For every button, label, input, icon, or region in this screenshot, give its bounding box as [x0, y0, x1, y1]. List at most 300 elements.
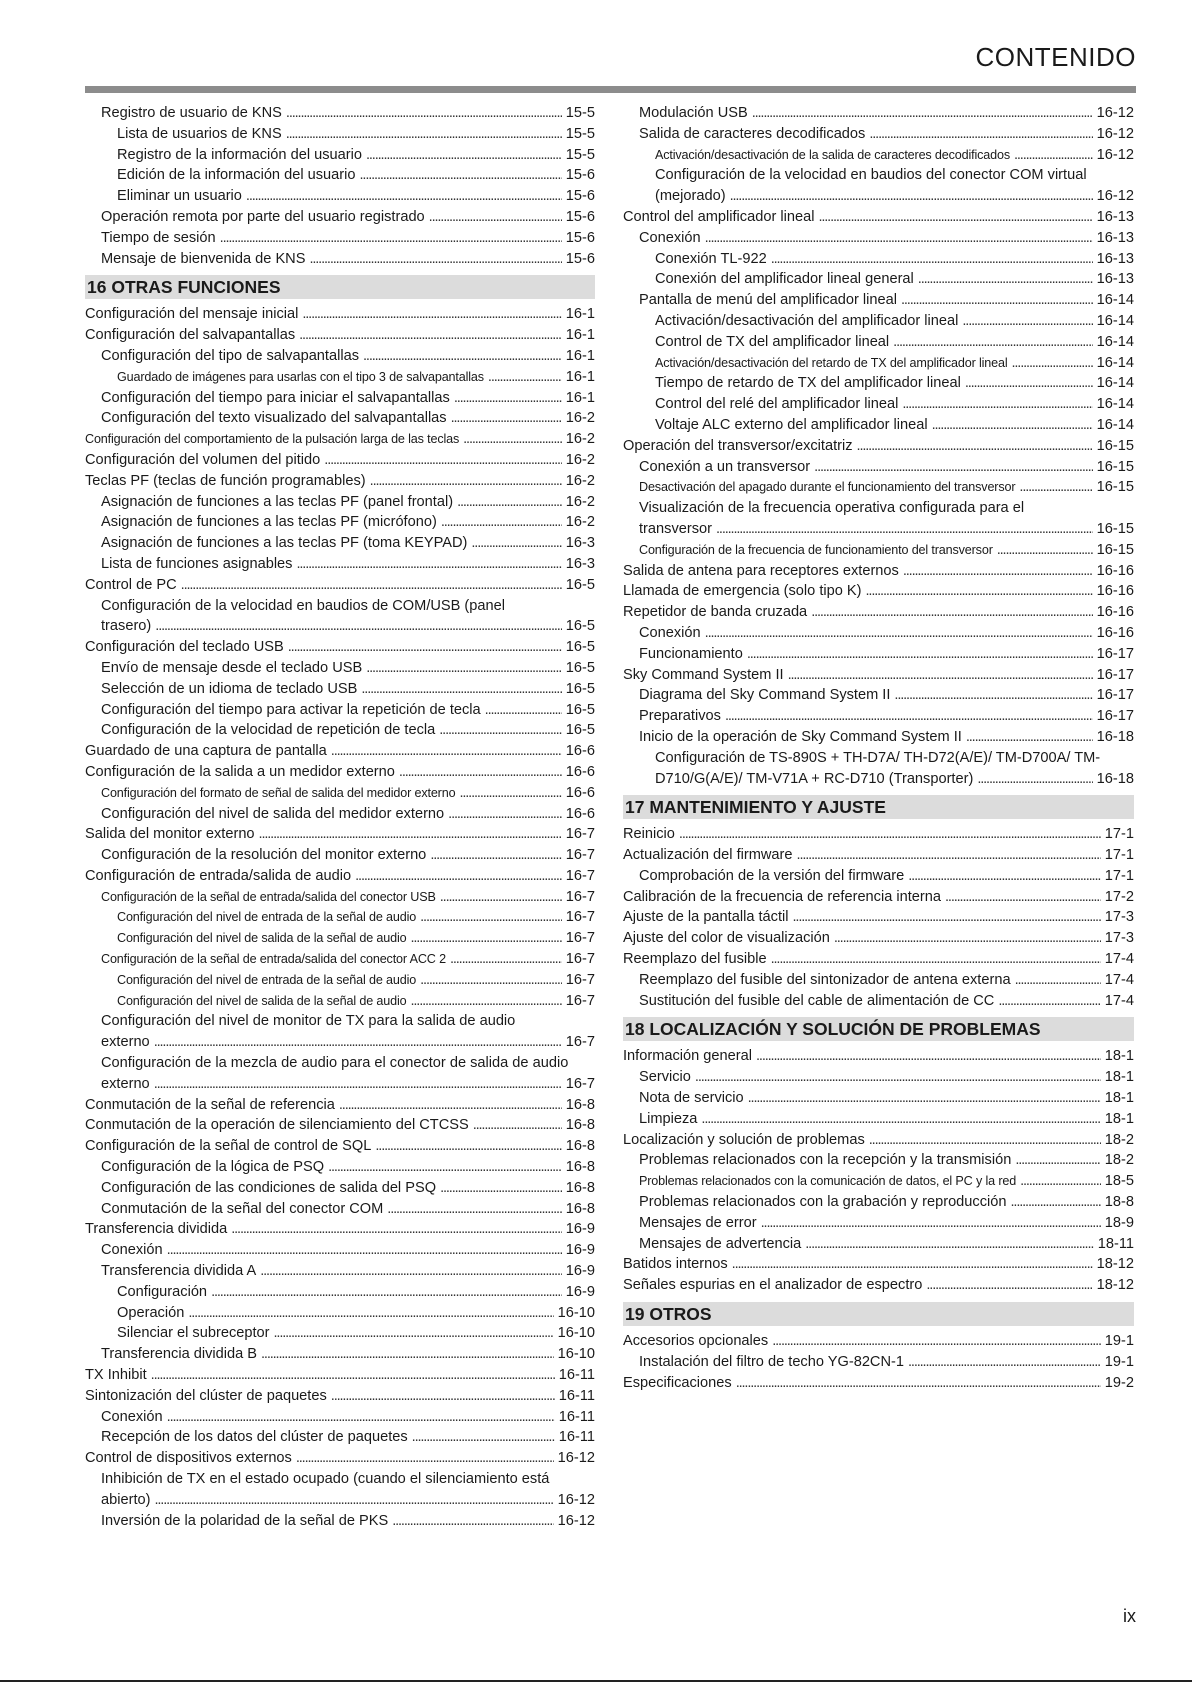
toc-page-number: 16-11 — [558, 1408, 595, 1425]
toc-entry-continuation — [101, 1032, 595, 1053]
toc-entry[interactable] — [85, 145, 595, 166]
leader-dots — [360, 165, 562, 186]
toc-entry[interactable] — [85, 804, 595, 825]
toc-entry[interactable] — [623, 311, 1134, 332]
toc-entry-text: Servicio — [639, 1069, 691, 1086]
toc-entry[interactable] — [623, 457, 1134, 478]
toc-entry[interactable] — [623, 991, 1134, 1012]
leader-dots — [420, 970, 562, 991]
toc-entry-text: Conexión — [101, 1408, 163, 1425]
toc-entry[interactable] — [623, 727, 1134, 748]
toc-entry[interactable] — [623, 866, 1134, 887]
toc-entry[interactable] — [623, 1373, 1134, 1394]
leader-dots — [151, 1365, 555, 1386]
leader-dots — [894, 685, 1092, 706]
leader-dots — [805, 1234, 1094, 1255]
toc-page-number: 16-5 — [565, 680, 595, 697]
toc-entry-text: Selección de un idioma de teclado USB — [101, 680, 358, 697]
toc-page-number: 16-15 — [1096, 479, 1134, 496]
toc-entry-continuation — [101, 1074, 595, 1095]
toc-entry-text: Configuración del nivel de salida del medidor externo — [101, 805, 445, 822]
toc-page-number: 16-3 — [565, 535, 595, 552]
toc-entry[interactable] — [85, 720, 595, 741]
toc-entry-text: Accesorios opcionales — [623, 1333, 769, 1350]
leader-dots — [748, 1088, 1101, 1109]
toc-entry[interactable] — [85, 928, 595, 949]
toc-page-number: 16-2 — [565, 514, 595, 531]
toc-entry[interactable] — [85, 1386, 595, 1407]
toc-page-number: 16-9 — [565, 1283, 595, 1300]
toc-entry-text: Eliminar un usuario — [117, 188, 242, 205]
toc-entry-text: Transferencia dividida B — [101, 1346, 258, 1363]
toc-entry[interactable] — [623, 887, 1134, 908]
toc-entry[interactable] — [623, 685, 1134, 706]
leader-dots — [485, 700, 562, 721]
leader-dots — [296, 554, 561, 575]
toc-entry[interactable] — [85, 1115, 595, 1136]
toc-page-number: 15-6 — [565, 188, 595, 205]
toc-page-number: 15-6 — [565, 250, 595, 267]
toc-entry-text: Configuración del nivel de entrada de la señal de audio — [117, 910, 417, 925]
toc-entry[interactable] — [85, 762, 595, 783]
toc-page-number: 16-17 — [1096, 708, 1134, 725]
leader-dots — [392, 1511, 553, 1532]
toc-entry-text: Conexión — [101, 1242, 163, 1259]
toc-entry[interactable] — [85, 207, 595, 228]
toc-page-number: 16-7 — [565, 992, 595, 1009]
toc-page-number: 16-9 — [565, 1242, 595, 1259]
toc-entry[interactable] — [85, 907, 595, 928]
toc-entry[interactable] — [85, 824, 595, 845]
toc-page-number: 16-14 — [1096, 333, 1134, 350]
toc-entry[interactable] — [85, 103, 595, 124]
leader-dots — [705, 228, 1093, 249]
toc-entry-text: Control de dispositivos externos — [85, 1450, 292, 1467]
toc-entry[interactable] — [85, 1365, 595, 1386]
toc-entry[interactable] — [623, 1171, 1134, 1192]
toc-page-number: 17-1 — [1104, 847, 1134, 864]
toc-entry-text: Señales espurias en el analizador de espectro — [623, 1277, 923, 1294]
toc-entry[interactable] — [623, 290, 1134, 311]
toc-entry-text: Lista de usuarios de KNS — [117, 125, 282, 142]
toc-page-number: 16-7 — [565, 1075, 595, 1092]
section-heading: 16 OTRAS FUNCIONES — [85, 275, 595, 299]
toc-entry-text: Salida del monitor externo — [85, 826, 255, 843]
toc-entry-text: Llamada de emergencia (solo tipo K) — [623, 583, 862, 600]
toc-entry[interactable] — [85, 346, 595, 367]
toc-entry[interactable] — [85, 1157, 595, 1178]
toc-page-number: 16-13 — [1096, 229, 1134, 246]
toc-entry[interactable] — [85, 1407, 595, 1428]
toc-entry-text: Instalación del filtro de techo YG-82CN-1 — [639, 1353, 904, 1370]
leader-dots — [1014, 145, 1093, 166]
toc-entry-text: Sustitución del fusible del cable de alimentación de CC — [639, 992, 995, 1009]
leader-dots — [945, 887, 1101, 908]
toc-entry[interactable] — [623, 332, 1134, 353]
toc-entry[interactable] — [85, 554, 595, 575]
leader-dots — [211, 1282, 562, 1303]
toc-page-number: 16-8 — [565, 1200, 595, 1217]
toc-entry-text: Configuración de las condiciones de salida del PSQ — [101, 1179, 437, 1196]
leader-dots — [286, 124, 562, 145]
toc-entry-text: Desactivación del apagado durante el funcionamiento del transversor — [639, 480, 1016, 495]
toc-entry[interactable] — [623, 1352, 1134, 1373]
toc-entry[interactable] — [85, 1469, 595, 1511]
toc-entry[interactable] — [623, 581, 1134, 602]
leader-dots — [420, 907, 562, 928]
toc-entry-text: Activación/desactivación del retardo de TX del amplificador lineal — [655, 355, 1008, 370]
toc-page-number: 16-15 — [1096, 458, 1134, 475]
toc-entry[interactable] — [85, 450, 595, 471]
toc-entry-text: Transferencia dividida A — [101, 1263, 257, 1280]
toc-entry[interactable] — [85, 700, 595, 721]
toc-entry[interactable] — [85, 866, 595, 887]
leader-dots — [705, 623, 1093, 644]
toc-entry-text: Inhibición de TX en el estado ocupado (cuando el silenciamiento está — [101, 1471, 550, 1487]
leader-dots — [231, 1219, 562, 1240]
leader-dots — [181, 575, 562, 596]
toc-entry-text: Asignación de funciones a las teclas PF (micrófono) — [101, 514, 437, 531]
toc-entry[interactable] — [85, 1136, 595, 1157]
toc-entry-text: Control de PC — [85, 576, 177, 593]
toc-entry[interactable] — [623, 353, 1134, 374]
leader-dots — [429, 207, 562, 228]
toc-entry[interactable] — [85, 325, 595, 346]
toc-entry[interactable] — [623, 706, 1134, 727]
toc-entry-text: Configuración de entrada/salida de audio — [85, 867, 352, 884]
toc-page-number: 16-1 — [565, 347, 595, 364]
toc-entry-text: Operación del transversor/excitatriz — [623, 437, 853, 454]
toc-entry[interactable] — [623, 477, 1134, 498]
toc-entry[interactable] — [85, 1448, 595, 1469]
toc-entry[interactable] — [85, 1095, 595, 1116]
toc-entry[interactable] — [85, 1240, 595, 1261]
toc-entry[interactable] — [85, 741, 595, 762]
toc-page-number: 17-4 — [1104, 971, 1134, 988]
toc-entry[interactable] — [623, 394, 1134, 415]
toc-entry[interactable] — [623, 970, 1134, 991]
toc-page-number: 16-7 — [565, 847, 595, 864]
toc-entry-continuation — [639, 519, 1134, 540]
toc-entry[interactable] — [623, 623, 1134, 644]
leader-dots — [908, 1352, 1101, 1373]
toc-entry[interactable] — [85, 1011, 595, 1053]
toc-entry[interactable] — [623, 436, 1134, 457]
toc-entry[interactable] — [623, 824, 1134, 845]
toc-page-number: 16-8 — [565, 1159, 595, 1176]
leader-dots — [439, 720, 562, 741]
toc-entry[interactable] — [623, 845, 1134, 866]
toc-page-number: 16-7 — [565, 971, 595, 988]
toc-entry[interactable] — [85, 249, 595, 270]
toc-entry-text: (mejorado) — [655, 188, 726, 205]
leader-dots — [747, 644, 1093, 665]
toc-page-number: 17-2 — [1104, 888, 1134, 905]
toc-entry[interactable] — [85, 1261, 595, 1282]
toc-entry-text: Conexión TL-922 — [655, 250, 767, 267]
toc-entry[interactable] — [623, 644, 1134, 665]
toc-entry[interactable] — [85, 1303, 595, 1324]
toc-entry[interactable] — [85, 1282, 595, 1303]
toc-entry[interactable] — [85, 887, 595, 908]
leader-dots — [869, 1130, 1101, 1151]
toc-page-number: 16-11 — [558, 1429, 595, 1446]
toc-entry[interactable] — [623, 373, 1134, 394]
toc-page-number: 16-17 — [1096, 687, 1134, 704]
toc-entry[interactable] — [85, 949, 595, 970]
leader-dots — [730, 186, 1093, 207]
toc-entry-text: Configuración de la velocidad de repetición de tecla — [101, 722, 436, 739]
toc-entry-text: Configuración de la velocidad en baudios del conector COM virtual — [655, 167, 1087, 184]
toc-page-number: 18-2 — [1104, 1152, 1134, 1169]
toc-page-number: 16-15 — [1096, 520, 1134, 537]
toc-entry-text: Configuración de la frecuencia de funcionamiento del transversor — [639, 542, 993, 557]
toc-entry[interactable] — [623, 1331, 1134, 1352]
leader-dots — [818, 207, 1092, 228]
toc-page-number: 16-6 — [565, 763, 595, 780]
leader-dots — [387, 1199, 561, 1220]
toc-entry[interactable] — [85, 1511, 595, 1532]
leader-dots — [788, 665, 1093, 686]
toc-entry-text: Configuración de la señal de control de SQL — [85, 1138, 372, 1155]
toc-entry[interactable] — [623, 207, 1134, 228]
leader-dots — [363, 346, 562, 367]
toc-entry[interactable] — [85, 1219, 595, 1240]
leader-dots — [167, 1240, 562, 1261]
toc-entry-text: Configuración de la salida a un medidor externo — [85, 763, 395, 780]
toc-entry-text: Guardado de imágenes para usarlas con el tipo 3 de salvapantallas — [117, 369, 484, 384]
toc-entry-text: Configuración de la mezcla de audio para el conector de salida de audio — [101, 1055, 569, 1072]
toc-entry[interactable] — [623, 1192, 1134, 1213]
toc-entry-continuation — [101, 1490, 595, 1511]
section-heading: 19 OTROS — [623, 1302, 1134, 1326]
leader-dots — [716, 519, 1093, 540]
toc-page-number: 16-1 — [565, 306, 595, 323]
toc-entry[interactable] — [623, 748, 1134, 790]
toc-entry[interactable] — [85, 783, 595, 804]
toc-entry[interactable] — [623, 907, 1134, 928]
toc-entry[interactable] — [85, 970, 595, 991]
toc-entry[interactable] — [85, 1427, 595, 1448]
toc-page-number: 17-1 — [1104, 867, 1134, 884]
toc-page-number: 16-16 — [1096, 583, 1134, 600]
toc-page-number: 16-10 — [557, 1304, 595, 1321]
toc-entry-text: Configuración de la lógica de PSQ — [101, 1159, 325, 1176]
toc-page-number: 18-11 — [1097, 1235, 1134, 1252]
leader-dots — [1020, 1171, 1101, 1192]
toc-entry-text: Calibración de la frecuencia de referencia interna — [623, 888, 942, 905]
toc-entry[interactable] — [85, 388, 595, 409]
toc-entry[interactable] — [623, 249, 1134, 270]
leader-dots — [695, 1067, 1101, 1088]
toc-page-number: 16-3 — [565, 555, 595, 572]
toc-page-number: 16-16 — [1096, 624, 1134, 641]
leader-dots — [966, 727, 1093, 748]
toc-page-number: 16-14 — [1096, 354, 1134, 371]
leader-dots — [901, 290, 1093, 311]
toc-entry[interactable] — [623, 1275, 1134, 1296]
toc-entry[interactable] — [85, 533, 595, 554]
leader-dots — [286, 103, 562, 124]
toc-entry[interactable] — [85, 492, 595, 513]
leader-dots — [1015, 970, 1101, 991]
toc-entry-text: Envío de mensaje desde el teclado USB — [101, 659, 363, 676]
toc-page-number: 17-3 — [1104, 909, 1134, 926]
leader-dots — [299, 325, 562, 346]
toc-page-number: 16-5 — [565, 659, 595, 676]
section-heading: 18 LOCALIZACIÓN Y SOLUCIÓN DE PROBLEMAS — [623, 1017, 1134, 1041]
leader-dots — [412, 1427, 555, 1448]
toc-entry[interactable] — [85, 1323, 595, 1344]
toc-entry[interactable] — [623, 1234, 1134, 1255]
toc-entry[interactable] — [85, 679, 595, 700]
toc-entry[interactable] — [85, 658, 595, 679]
toc-entry[interactable] — [85, 367, 595, 388]
toc-entry[interactable] — [623, 269, 1134, 290]
toc-entry-text: Conexión a un transversor — [639, 458, 811, 475]
toc-page-number: 16-11 — [558, 1367, 595, 1384]
toc-page-number: 16-5 — [565, 722, 595, 739]
toc-page-number: 16-7 — [565, 826, 595, 843]
toc-page-number: 16-6 — [565, 784, 595, 801]
toc-page-number: 15-5 — [565, 105, 595, 121]
toc-entry[interactable] — [85, 408, 595, 429]
toc-entry[interactable] — [85, 186, 595, 207]
toc-entry-text: Lista de funciones asignables — [101, 555, 293, 572]
toc-entry[interactable] — [623, 561, 1134, 582]
toc-entry[interactable] — [85, 845, 595, 866]
toc-entry-text: Problemas relacionados con la grabación y reproducción — [639, 1194, 1007, 1211]
toc-entry[interactable] — [623, 498, 1134, 540]
toc-entry-text: Configuración del teclado USB — [85, 639, 284, 656]
leader-dots — [274, 1323, 554, 1344]
leader-dots — [471, 533, 561, 554]
toc-page-number: 16-7 — [565, 930, 595, 947]
toc-entry[interactable] — [623, 1254, 1134, 1275]
toc-entry-text: Actualización del firmware — [623, 847, 793, 864]
toc-entry[interactable] — [623, 145, 1134, 166]
toc-entry[interactable] — [85, 471, 595, 492]
leader-dots — [834, 928, 1101, 949]
toc-entry[interactable] — [85, 124, 595, 145]
toc-entry[interactable] — [623, 1067, 1134, 1088]
toc-entry[interactable] — [623, 415, 1134, 436]
toc-entry-text: Repetidor de banda cruzada — [623, 604, 808, 621]
toc-page-number: 16-7 — [565, 909, 595, 926]
toc-entry[interactable] — [623, 1109, 1134, 1130]
toc-entry-text: Registro de usuario de KNS — [101, 105, 282, 121]
leader-dots — [261, 1344, 554, 1365]
leader-dots — [926, 1275, 1092, 1296]
toc-page-number: 16-7 — [565, 951, 595, 968]
leader-dots — [725, 706, 1093, 727]
toc-page-number: 17-1 — [1104, 826, 1134, 843]
toc-entry-text: Guardado de una captura de pantalla — [85, 743, 327, 760]
toc-entry[interactable] — [623, 165, 1134, 207]
toc-entry[interactable] — [623, 1150, 1134, 1171]
toc-page-number: 16-16 — [1096, 604, 1134, 621]
toc-entry[interactable] — [85, 429, 595, 450]
toc-entry-text: TX Inhibit — [85, 1367, 147, 1384]
toc-entry[interactable] — [623, 665, 1134, 686]
toc-entry-text: Voltaje ALC externo del amplificador lineal — [655, 416, 928, 433]
toc-page-number: 16-9 — [565, 1263, 595, 1280]
leader-dots — [441, 512, 562, 533]
toc-entry-text: Pantalla de menú del amplificador lineal — [639, 292, 897, 309]
toc-entry-text: Ajuste de la pantalla táctil — [623, 909, 789, 926]
toc-entry[interactable] — [85, 575, 595, 596]
leader-dots — [857, 436, 1093, 457]
toc-entry-text: Inicio de la operación de Sky Command System II — [639, 728, 962, 745]
leader-dots — [155, 616, 562, 637]
toc-entry[interactable] — [85, 228, 595, 249]
leader-dots — [288, 637, 562, 658]
toc-page-number: 16-5 — [565, 618, 595, 635]
leader-dots — [154, 1074, 562, 1095]
toc-entry-text: Preparativos — [639, 708, 721, 725]
toc-page-number: 16-7 — [565, 888, 595, 905]
toc-entry[interactable] — [85, 1199, 595, 1220]
toc-entry[interactable] — [85, 304, 595, 325]
toc-entry[interactable] — [623, 1046, 1134, 1067]
toc-entry[interactable] — [623, 228, 1134, 249]
leader-dots — [331, 741, 562, 762]
leader-dots — [302, 304, 561, 325]
toc-entry[interactable] — [85, 1178, 595, 1199]
toc-page-number: 16-17 — [1096, 645, 1134, 662]
toc-entry[interactable] — [623, 949, 1134, 970]
toc-entry[interactable] — [623, 602, 1134, 623]
leader-dots — [459, 783, 561, 804]
leader-dots — [1019, 477, 1092, 498]
toc-entry[interactable] — [623, 1213, 1134, 1234]
leader-dots — [366, 658, 562, 679]
toc-entry[interactable] — [85, 512, 595, 533]
toc-page-number: 16-15 — [1096, 541, 1134, 558]
toc-page-number: 16-8 — [565, 1179, 595, 1196]
toc-entry[interactable] — [623, 1088, 1134, 1109]
toc-entry-text: Conmutación de la operación de silenciamiento del CTCSS — [85, 1117, 469, 1134]
toc-entry-text: Configuración del nivel de salida de la señal de audio — [117, 931, 407, 946]
leader-dots — [331, 1386, 555, 1407]
toc-page-number: 15-5 — [565, 146, 595, 163]
toc-page-number: 16-18 — [1096, 770, 1134, 787]
leader-dots — [324, 450, 562, 471]
leader-dots — [457, 492, 562, 513]
toc-entry-text: Limpieza — [639, 1110, 698, 1127]
toc-entry[interactable] — [623, 928, 1134, 949]
toc-entry[interactable] — [85, 596, 595, 638]
leader-dots — [962, 311, 1092, 332]
leader-dots — [903, 561, 1093, 582]
toc-entry[interactable] — [85, 637, 595, 658]
toc-page-number: 16-5 — [565, 701, 595, 718]
toc-entry-text: Registro de la información del usuario — [117, 146, 362, 163]
toc-entry[interactable] — [85, 1053, 595, 1095]
toc-entry[interactable] — [623, 103, 1134, 124]
toc-entry[interactable] — [85, 165, 595, 186]
toc-entry-text: Configuración del mensaje inicial — [85, 306, 299, 323]
toc-entry-continuation — [655, 769, 1134, 790]
toc-page-number: 16-14 — [1096, 416, 1134, 433]
toc-entry[interactable] — [623, 124, 1134, 145]
toc-entry[interactable] — [623, 1130, 1134, 1151]
toc-page-number: 16-12 — [557, 1512, 595, 1529]
toc-entry[interactable] — [623, 540, 1134, 561]
toc-page-number: 18-12 — [1096, 1277, 1134, 1294]
toc-entry[interactable] — [85, 991, 595, 1012]
toc-entry[interactable] — [85, 1344, 595, 1365]
